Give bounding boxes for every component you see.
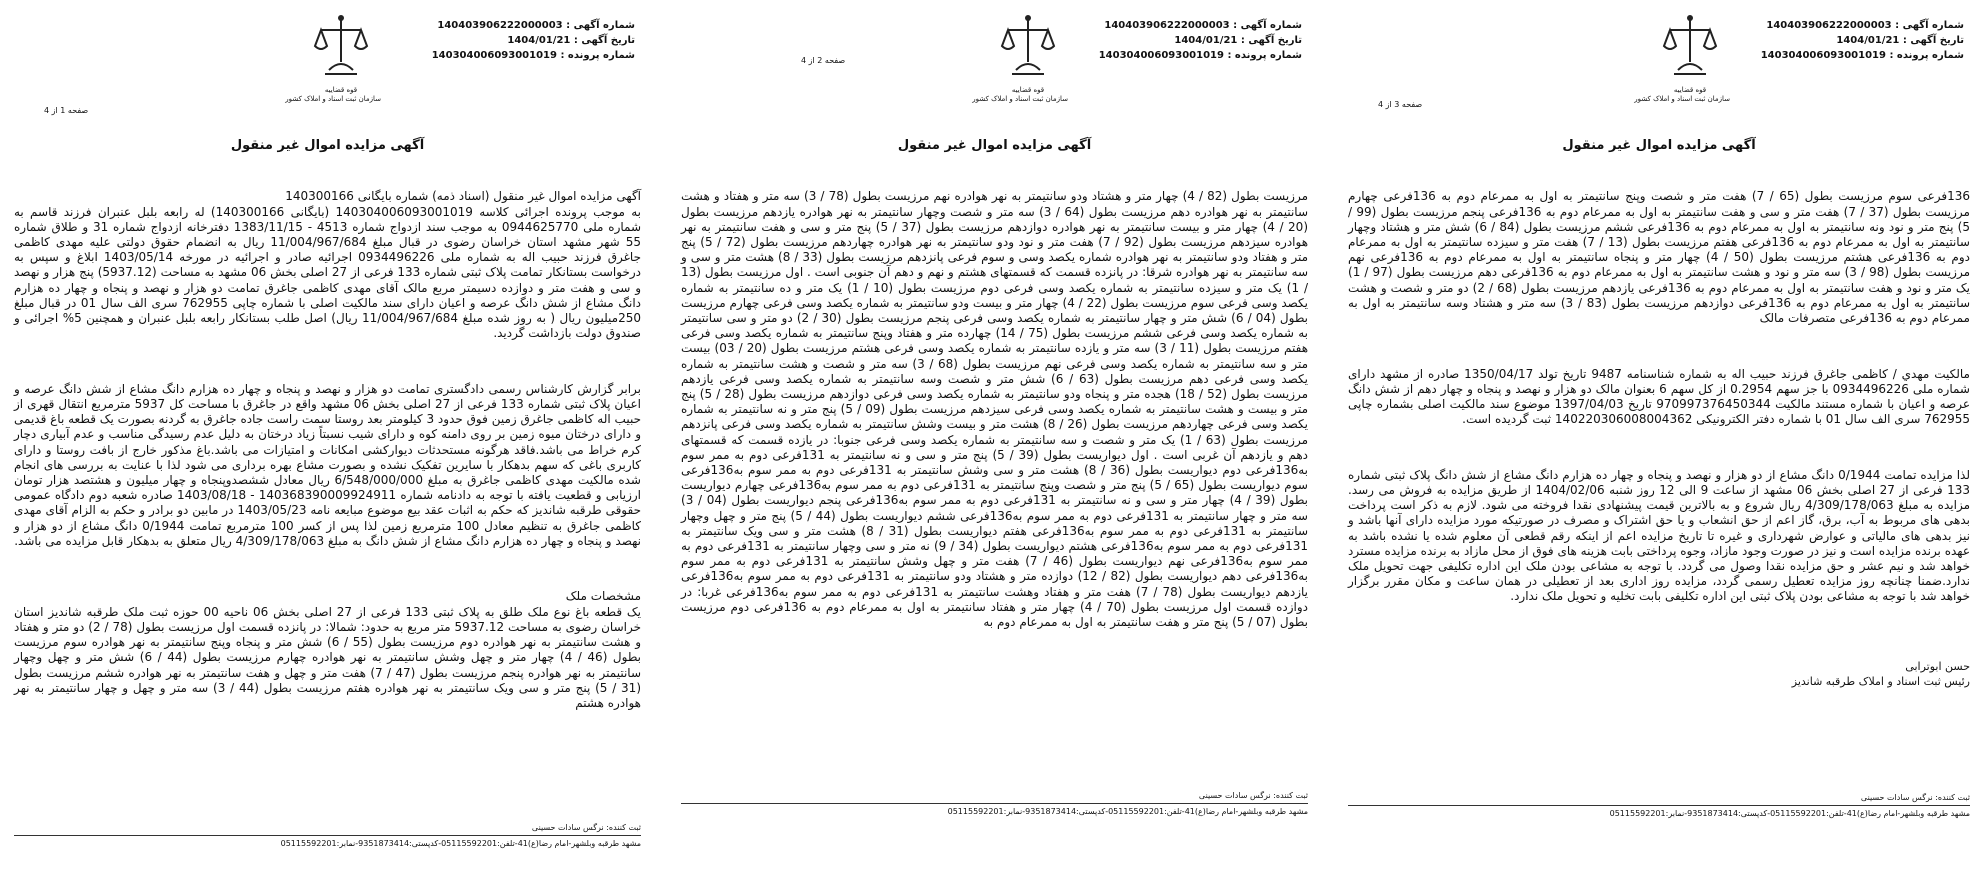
ad-number: 140403906222000003 bbox=[1766, 20, 1892, 31]
scales-of-justice-icon bbox=[311, 12, 371, 82]
ad-date-label: تاریخ آگهی : bbox=[1240, 35, 1302, 46]
page-header bbox=[1348, 8, 1970, 136]
registrar-name: نرگس سادات حسینی bbox=[1860, 793, 1933, 802]
ad-date-label: تاریخ آگهی : bbox=[1902, 35, 1964, 46]
judiciary-emblem bbox=[1634, 12, 1730, 108]
page-footer bbox=[681, 790, 1308, 817]
notice-body bbox=[10, 159, 642, 752]
ad-date: 1404/01/21 bbox=[1836, 35, 1900, 46]
case-number-label: شماره پرونده : bbox=[1889, 50, 1964, 61]
case-number: 140304006093001019 bbox=[431, 50, 557, 61]
registrar-label: ثبت کننده: bbox=[1273, 791, 1308, 800]
page-header bbox=[14, 8, 641, 136]
document-page-2 bbox=[667, 0, 1322, 883]
page-footer bbox=[1348, 792, 1970, 819]
case-number: 140304006093001019 bbox=[1760, 50, 1886, 61]
ad-date: 1404/01/21 bbox=[507, 35, 571, 46]
notice-title: آگهی مزایده اموال غیر منقول bbox=[230, 138, 425, 153]
judiciary-caption: قوه قضاییه bbox=[1673, 86, 1707, 94]
registrar-name: نرگس سادات حسینی bbox=[1198, 791, 1271, 800]
ad-date-label: تاریخ آگهی : bbox=[573, 35, 635, 46]
case-number-label: شماره پرونده : bbox=[1227, 50, 1302, 61]
ad-date: 1404/01/21 bbox=[1174, 35, 1238, 46]
registrar-label: ثبت کننده: bbox=[1935, 793, 1970, 802]
ad-number: 140403906222000003 bbox=[437, 20, 563, 31]
body-paragraph: مرزیست بطول (82 / 4) چهار متر و هشتاد ودو سانتیمتر به نهر هوادره نهم مرزیست بطول (78 / 3) سه متر و هفتاد و هشت سانتیمتر به نهر هوادره دهم مرزیست بطول (64 / 3) سه متر و شصت وچهار سانتیمتر به نهر هوادره یازدهم مرزیست بطول (20 / 4) چهار متر و بیست سانتیمتر به نهر هوادره دوازدهم مرزیست بطول (37 / 5) پنج متر و سی و هفت سانتیمتر به نهر هوادره سیزدهم مرزیست بطول (92 / 7) هفت متر و نود ودو سانتیمتر به نهر هوادره چهاردهم مرزیست بطول (72 / 5) پنج متر و هفتاد ودو سانتیمتر به نهر هوادره شماره یکصد وسی و سوم فرعی پانزدهم مرزیست بطول (33 / 8) هشت متر و سی و سه سانتیمتر به نهر هوادره شرقا: در پانزده قسمت که قسمتهای هشتم و نهم و دهم آن جنوبی است . اول مرزیست بطول (13 / 1) یک متر و سیزده سانتیمتر به شماره یکصد وسی فرعی دوم مرزیست بطول (10 / 1) یک متر و ده سانتیمتر به شماره یکصد وسی فرعی سوم مرزیست بطول (22 / 4) چهار متر و بیست ودو سانتیمتر به شماره یکصد وسی فرعی چهارم مرزیست بطول (04 / 6) شش متر و چهار سانتیمتر به شماره یکصد وسی فرعی پنجم مرزیست بطول (30 / 2) دو متر و سی سانتیمتر به شماره یکصد وسی فرعی ششم مرزیست بطول (75 / 14) چهارده متر و هفتاد وپنج سانتیمتر به شماره یکصد وسی فرعی هفتم مرزیست بطول (11 / 3) سه متر و یازده سانتیمتر به شماره یکصد وسی فرعی هشتم مرزیست بطول (20 / 03) بیست متر و سه سانتیمتر به شماره یکصد وسی فرعی نهم مرزیست بطول (68 / 3) سه متر و شصت و هشت سانتیمتر به شماره یکصد وسی فرعی دهم مرزیست بطول (63 / 6) شش متر و شصت وسه سانتیمتر به شماره یکصد وسی فرعی یازدهم مرزیست بطول (52 / 18) هجده متر و پنجاه ودو سانتیمتر به شماره یکصد وسی فرعی دوازدهم مرزیست بطول (28 / 5) پنج متر و بیست و هشت سانتیمتر به شماره یکصد وسی فرعی سیزدهم مرزیست بطول (09 / 5) پنج متر و نه سانتیمتر به شماره یکصد وسی فرعی چهاردهم مرزیست بطول (26 / 8) هشت متر و بیست وشش سانتیمتر به شماره یکصد وسی فرعی پانزدهم مرزیست بطول (63 / 1) یک متر و شصت و سه سانتیمتر به شماره یکصد وسی فرعی جنوبا: در یازده قسمت که قسمتهای دهم و یازدهم آن غربی است . اول دیواریست بطول (39 / 5) پنج متر و سی و نه سانتیمتر به 131فرعی دوم به ممر سوم به136فرعی دوم دیواریست بطول (36 / 8) هشت متر و سی وشش سانتیمتر به 131فرعی دوم به ممر سوم به136فرعی سوم دیواریست بطول (65 / 5) پنج متر و شصت وپنج سانتیمتر به 131فرعی دوم به ممر سوم به136فرعی چهارم دیواریست بطول (39 / 4) چهار متر و سی و نه سانتیمتر به 131فرعی دوم به ممر سوم به136فرعی پنجم دیواریست بطول (04 / 3) سه متر و چهار سانتیمتر به 131فرعی دوم به ممر سوم به136فرعی ششم دیواریست بطول (44 / 5) پنج متر و چهل وچهار سانتیمتر به 131فرعی دوم به ممر سوم به136فرعی هفتم دیواریست بطول (31 / 8) هشت متر و سی ویک سانتیمتر به 131فرعی دوم به ممر سوم به136فرعی هشتم دیواریست بطول (34 / 9) نه متر و سی وچهار سانتیمتر به 131فرعی دوم به ممر سوم به136فرعی نهم دیواریست بطول (46 / 7) هفت متر و چهل وشش سانتیمتر به 131فرعی دوم به ممر سوم به136فرعی دهم دیواریست بطول (82 / 12) دوازده متر و هشتاد ودو سانتیمتر به 131فرعی دوم به ممر سوم به136فرعی یازدهم دیواریست بطول (78 / 7) هفت متر و هفتاد وهشت سانتیمتر به 131فرعی دوم به ممر سوم به136فرعی غربا: در دوازده قسمت اول مرزیست بطول (70 / 4) چهار متر و هفتاد سانتیمتر به اول به ممرعام دوم به 136فرعی دوم مرزیست بطول (07 / 5) پنج متر و هفت سانتیمتر به اول به ممرعام دوم به bbox=[677, 189, 1309, 630]
judiciary-caption: قوه قضاییه bbox=[324, 86, 358, 94]
signatory-title: رئیس ثبت اسناد و املاک طرقبه شاندیز bbox=[1791, 675, 1970, 689]
document-page-3 bbox=[1334, 0, 1984, 883]
office-address: مشهد طرقبه وبلشهر-امام رضا(ع)41-تلفن:05115592201-کدپستی:9351873414-نمابر:05115592201 bbox=[1348, 805, 1970, 819]
office-address: مشهد طرقبه وبلشهر-امام رضا(ع)41-تلفن:05115592201-کدپستی:9351873414-نمابر:05115592201 bbox=[14, 835, 641, 849]
judiciary-caption: قوه قضاییه bbox=[1011, 86, 1045, 94]
notice-body bbox=[1344, 159, 1971, 645]
body-paragraph: مالکیت مهدي / کاظمی جاغرق فرزند حبیب اله به شماره شناسنامه 9487 تاریخ تولد 1350/04/17 صادره از مشهد دارای شماره ملی 0934496226 با جز سهم 0.2954 از کل سهم 6 بعنوان مالک دو هزار و نهصد و پنجاه و چهار دهم از شش دانگ عرصه و اعیان با شماره مستند مالکیت 970997376450344 تاریخ 1397/04/03 موضوع سند مالکیت اصلی بشماره چاپی 762955 سری الف سال 01 با شماره دفتر الکترونیکی 140220306008004362 ثبت گردیده است. bbox=[1344, 366, 1970, 427]
office-address: مشهد طرقبه وبلشهر-امام رضا(ع)41-تلفن:05115592201-کدپستی:9351873414-نمابر:05115592201 bbox=[681, 803, 1308, 817]
signatory-name: حسن ابوترابی bbox=[1905, 660, 1970, 674]
body-paragraph: لذا مزایده تمامت 0/1944 دانگ مشاع از دو هزار و نهصد و پنجاه و چهار ده هزارم دانگ مشاع از شش دانگ پلاک ثبتی شماره 133 فرعی از 27 اصلی بخش 06 مشهد از ساعت 9 الی 12 روز شنبه 1404/02/06 از طریق مزایده به فروش می رسد. مزایده به مبلغ 4/309/178/063 ریال شروع و به بالاترین قیمت پیشنهادی نقدا فروخته می شود. لازم به ذکر است پرداخت بدهی های مربوط به آب، برق، گاز اعم از حق انشعاب و یا حق اشتراک و مصرف در صورتیکه مورد مزایده دارای آنها باشد و نیز بدهی های مالیاتی و عوارض شهرداری و غیره تا تاریخ مزایده اعم از اینکه رقم قطعی آن معلوم شده یا نشده باشد به عهده برنده مزایده است و نیز در صورت وجود مازاد، وجوه پرداختی بابت هزینه های فوق از محل مازاد به برنده مزایده مسترد خواهد شد و نیم عشر و حق مزایده نقدا وصول می گردد. با توجه به مشاعی بودن ملک این اداره تکلیفی جهت تحویل ملک ندارد.ضمنا چنانچه روز مزایده تعطیل رسمی گردد، مزایده روز اداری بعد از تعطیلی در همان ساعت و مکان مقرر برگزار خواهد شد با توجه به مشاعی بودن پلاک ثبتی این اداره تکلیفی بابت تخلیه و تحویل ملک ندارد. bbox=[1344, 467, 1971, 604]
scales-of-justice-icon bbox=[1660, 12, 1720, 82]
body-paragraph: آگهی مزایده اموال غیر منقول (اسناد ذمه) شماره بایگانی 140300166 به موجب پرونده اجرائی کلاسه 140304006093001019 (بایگانی 140300166) له رابعه بلبل عنبران فرزند قاسم به شماره ملی 0944625770 به موجب سند ازدواج شماره 4513 - 1383/11/15 دفترخانه ازدواج شماره 31 و طلاق شماره 55 شهر مشهد استان خراسان رضوی در قبال مبلغ 11/004/967/684 ریال به انضمام حقوق دولتی علیه مهدی کاظمی جاغرق فرزند حبیب اله به شماره ملی 0934496226 اجرائیه صادر و اجرائیه در مورخه 1403/05/14 ابلاغ و سپس به درخواست بستانکار تمامت پلاک ثبتی شماره 133 فرعی از 27 اصلی بخش 06 مشهد به مساحت (5937.12) پنج هزار و نهصد و سی و هفت متر و دوازده دسیمتر مربع مالک آقای مهدی کاظمی جاغرق تمامت دو هزار و نهصد و پنجاه و چهار ده هزارم دانگ مشاع از شش دانگ عرصه و اعیان دارای سند مالکیت اصلی با شماره چاپی 762955 سری الف سال 01 در قبال مبلغ 250میلیون ریال ( به روز شده مبلغ 11/004/967/684 ریال) اصل طلب بستانکار رابعه بلبل عنبران و همچنین 5% اجرائی و صندوق دولت بازداشت گردید. bbox=[14, 189, 642, 341]
page-number: صفحه 1 از 4 bbox=[44, 106, 89, 115]
ad-meta bbox=[1099, 18, 1302, 63]
judiciary-emblem bbox=[972, 12, 1068, 108]
page-number: صفحه 3 از 4 bbox=[1378, 100, 1423, 109]
body-paragraph: مشخصات ملک یک قطعه باغ نوع ملک طلق به پلاک ثبتی 133 فرعی از 27 اصلی بخش 06 ناحیه 00 حوزه ثبت ملک طرقبه شاندیز استان خراسان رضوی به مساحت 5937.12 متر مربع به حدود: شمالا: در پانزده قسمت اول مرزیست بطول (78 / 2) دو متر و هفتاد و هشت سانتیمتر به نهر هوادره دوم مرزیست بطول (55 / 6) شش متر و پنجاه وپنج سانتیمتر به نهر هوادره سوم مرزیست بطول (46 / 4) چهار متر و چهل وشش سانتیمتر به نهر هوادره چهارم مرزیست بطول (44 / 6) شش متر و چهل وچهار سانتیمتر به نهر هوادره پنجم مرزیست بطول (47 / 7) هفت متر و چهل و هفت سانتیمتر به نهر هوادره ششم مرزیست بطول (31 / 5) پنج متر و سی ویک سانتیمتر به نهر هوادره هفتم مرزیست بطول (44 / 3) سه متر و چهل و چهار سانتیمتر به نهر هوادره هشتم bbox=[14, 589, 642, 710]
org-caption: سازمان ثبت اسناد و املاک کشور bbox=[1634, 95, 1730, 103]
page-footer bbox=[14, 822, 641, 849]
ad-number-label: شماره آگهی : bbox=[566, 20, 635, 31]
judiciary-emblem bbox=[285, 12, 381, 108]
case-number-label: شماره پرونده : bbox=[560, 50, 635, 61]
page-header bbox=[681, 8, 1308, 136]
scales-of-justice-icon bbox=[998, 12, 1058, 82]
org-caption: سازمان ثبت اسناد و املاک کشور bbox=[972, 95, 1068, 103]
ad-number: 140403906222000003 bbox=[1104, 20, 1230, 31]
body-paragraph: 136فرعی سوم مرزیست بطول (65 / 7) هفت متر و شصت وپنج سانتیمتر به اول به ممرعام دوم به 136فرعی چهارم مرزیست بطول (37 / 7) هفت متر و سی و هفت سانتیمتر به اول به ممرعام دوم به 136فرعی پنجم مرزیست بطول (99 / 5) پنج متر و نود ونه سانتیمتر به اول به ممرعام دوم به 136فرعی ششم مرزیست بطول (84 / 6) شش متر و هشتاد وچهار سانتیمتر به اول به ممرعام دوم به 136فرعی هفتم مرزیست بطول (13 / 7) هفت متر و سیزده سانتیمتر به اول به ممرعام دوم به 136فرعی هشتم مرزیست بطول (50 / 4) چهار متر و پنجاه سانتیمتر به اول به ممرعام دوم به 136فرعی نهم مرزیست بطول (98 / 3) سه متر و نود و هشت سانتیمتر به اول به ممرعام دوم به 136فرعی دهم مرزیست بطول (97 / 1) یک متر و نود و هفت سانتیمتر به اول به ممرعام دوم به 136فرعی یازدهم مرزیست بطول (68 / 2) دو متر و شصت و هشت سانتیمتر به اول به ممرعام دوم به 136فرعی دوازدهم مرزیست بطول (83 / 3) سه متر و هشتاد وسه سانتیمتر به اول به ممرعام دوم به 136فرعی متصرفات مالک bbox=[1344, 189, 1971, 326]
notice-title: آگهی مزایده اموال غیر منقول bbox=[1562, 138, 1756, 153]
org-caption: سازمان ثبت اسناد و املاک کشور bbox=[285, 95, 381, 103]
page-number: صفحه 2 از 4 bbox=[801, 56, 846, 65]
ad-meta bbox=[432, 18, 635, 63]
ad-number-label: شماره آگهی : bbox=[1895, 20, 1964, 31]
ad-number-label: شماره آگهی : bbox=[1233, 20, 1302, 31]
notice-body bbox=[677, 159, 1309, 671]
registrar-name: نرگس سادات حسینی bbox=[531, 823, 604, 832]
notice-title: آگهی مزایده اموال غیر منقول bbox=[897, 138, 1092, 153]
document-page-1 bbox=[0, 0, 655, 883]
body-paragraph: برابر گزارش کارشناس رسمی دادگستری تمامت دو هزار و نهصد و پنجاه و چهار ده هزارم دانگ مشاع از شش دانگ عرصه و اعیان پلاک ثبتی شماره 133 فرعی از 27 اصلی بخش 06 مشهد واقع در جاغرق با مساحت کل 5937 مترمربع انتقال قهری از حبیب اله کاظمی جاغرق زمین فوق حدود 3 کیلومتر بعد روستا سمت راست جاده جاغرق به گردنه بصورت یک قطعه باغ قدیمی و دارای درختان میوه زمین بر روی دامنه کوه و دارای شیب نسبتاً زیاد درختان به دلیل عدم رسیدگی مناسب و عدم آبیاری دچار کرم خراط می باشد.فاقد هرگونه مستحدثات دیوارکشی امکانات و امتیازات می باشد.باغ مذکور خارج از بافت روستا و دارای کاربری باغی که سهم بدهکار با سایرین تفکیک نشده و بصورت مشاع بهره برداری می شود لذا با عنایت به بررسی های انجام شده مالکیت مهدی کاظمی جاغرق به مبلغ 6/548/000/000 ریال معادل ششصدوپنجاه و چهار میلیون و هشتصد هزار تومان ارزیابی و قطعیت یافته با توجه به دادنامه شماره 140368390009924911 - 1403/08/18 صادره شعبه دوم دادگاه عمومی حقوقی طرقبه شاندیز که حکم به اثبات عقد بیع موضوع مبایعه نامه 1403/05/23 در مابین دو برادر و حکم به الزام آقای مهدی کاظمی جاغرق به تنظیم معادل 100 مترمربع زمین لذا پس از کسر 100 مترمربع تمامت 0/1944 دانگ مشاع از دو هزار و نهصد و پنجاه و چهار ده هزارم دانگ مشاع از شش دانگ به مبلغ 4/309/178/063 ریال متعلق به بدهکار قابل مزایده می باشد. bbox=[10, 381, 642, 548]
case-number: 140304006093001019 bbox=[1098, 50, 1224, 61]
signature-block bbox=[1348, 659, 1970, 689]
ad-meta bbox=[1761, 18, 1964, 63]
registrar-label: ثبت کننده: bbox=[606, 823, 641, 832]
